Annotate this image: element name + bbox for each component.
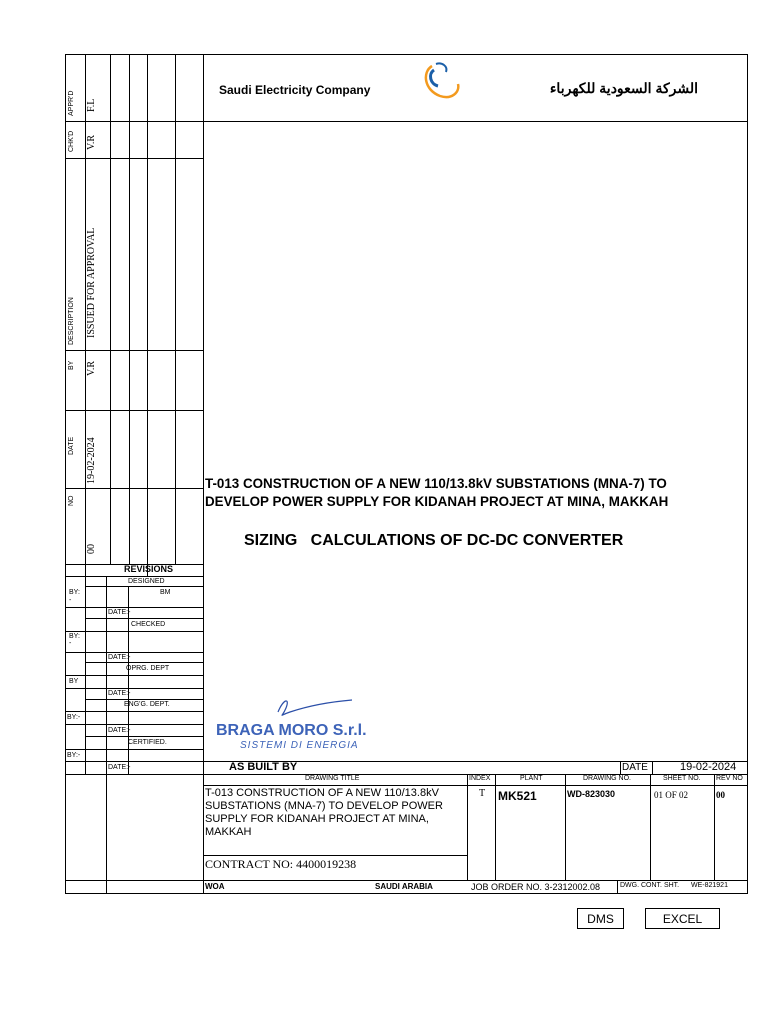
signoff-col: [147, 564, 148, 576]
title-block-line: [65, 774, 748, 775]
title-col: [650, 774, 651, 880]
title-col: [714, 774, 715, 880]
revisions-title: REVISIONS: [124, 564, 174, 574]
designed-by: BM: [160, 589, 171, 596]
oprg-label: OPRG. DEPT: [126, 665, 170, 672]
document-title: SIZING CALCULATIONS OF DC-DC CONVERTER: [244, 532, 624, 549]
drawing-no-value: WD-823030: [567, 789, 616, 799]
company-name-en: Saudi Electricity Company: [219, 83, 371, 97]
date-divider: [652, 761, 653, 774]
rev-row-line: [65, 350, 203, 351]
title-block-line: [203, 855, 467, 856]
header-no: NO: [68, 495, 75, 506]
date-label: DATE:-: [108, 690, 131, 697]
contract-no: CONTRACT NO: 4400019238: [205, 857, 357, 871]
header-by: BY: [68, 360, 75, 370]
title-col: [106, 774, 107, 894]
rev-row-line: [65, 410, 203, 411]
left-panel-border: [203, 54, 204, 894]
country-label: SAUDI ARABIA: [375, 882, 433, 891]
rev-no-value: 00: [716, 790, 725, 800]
signature-icon: [268, 694, 358, 724]
index-value: T: [479, 788, 486, 799]
title-col: [617, 880, 618, 894]
signoff-line: [85, 618, 203, 619]
header-date: DATE: [68, 436, 75, 455]
by-label-3: BY:-: [67, 752, 81, 759]
date-divider: [620, 761, 621, 774]
rev-row-line: [65, 121, 203, 122]
project-line-1: T-013 CONSTRUCTION OF A NEW 110/13.8kV SUBSTATIONS (MNA-7) TO: [205, 476, 667, 491]
checked-label: CHECKED: [131, 621, 166, 628]
date-value: 19-02-2024: [680, 761, 737, 773]
rev-date-value: 19-02-2024: [86, 437, 97, 484]
woa-label: WOA: [205, 882, 225, 891]
company-name-ar: الشركة السعودية للكهرباء: [549, 80, 698, 96]
date-label: DATE:-: [108, 764, 131, 771]
project-line-2: DEVELOP POWER SUPPLY FOR KIDANAH PROJECT AT MINA, MAKKAH: [205, 494, 669, 509]
stamp-company: BRAGA MORO S.r.l.: [216, 722, 367, 739]
title-line-2: SUBSTATIONS (MNA-7) TO DEVELOP POWER: [205, 800, 443, 812]
title-block-line: [65, 880, 748, 881]
date-label-main: DATE: [622, 762, 648, 773]
by-label-2: BY: [69, 678, 79, 685]
sec-logo-icon: [418, 60, 462, 100]
signoff-line: [85, 699, 203, 700]
header-chkd: CHK'D: [68, 130, 75, 152]
title-block-line: [203, 785, 748, 786]
title-col: [467, 774, 468, 880]
header-divider: [203, 121, 748, 122]
rev-appr-value: F.L: [86, 98, 97, 112]
date-label: DATE:-: [108, 727, 131, 734]
sheet-no-value: 01 OF 02: [654, 790, 689, 800]
stamp-subtitle: SISTEMI DI ENERGIA: [240, 740, 359, 751]
h-rev-no: REV NO: [716, 775, 743, 782]
date-label: DATE:-: [108, 654, 131, 661]
title-line-1: T-013 CONSTRUCTION OF A NEW 110/13.8kV: [205, 787, 439, 799]
h-drawing-no: DRAWING NO.: [583, 775, 631, 782]
as-built-label: AS BUILT BY: [229, 761, 298, 773]
h-sheet-no: SHEET NO.: [663, 775, 701, 782]
plant-value: MK521: [498, 789, 537, 803]
dwg-cont-value: WE-821921: [691, 882, 728, 889]
title-line-3: SUPPLY FOR KIDANAH PROJECT AT MINA,: [205, 813, 429, 825]
rev-description-value: ISSUED FOR APPROVAL: [86, 227, 97, 338]
header-description: DESCRIPTION: [68, 297, 75, 345]
signoff-col: [106, 576, 107, 774]
rev-by-value: V.R: [86, 360, 97, 376]
engg-label: ENG'G. DEPT.: [124, 701, 170, 708]
rev-row-line: [65, 488, 203, 489]
by-label: BY:: [69, 633, 80, 640]
excel-button[interactable]: EXCEL: [645, 908, 720, 929]
dms-button[interactable]: DMS: [577, 908, 624, 929]
h-drawing-title: DRAWING TITLE: [305, 775, 360, 782]
title-line-4: MAKKAH: [205, 826, 252, 838]
dwg-cont-label: DWG. CONT. SHT.: [620, 882, 680, 889]
signoff-line: [85, 586, 203, 587]
signoff-col: [128, 586, 129, 774]
by-label-3: BY:-: [67, 714, 81, 721]
designed-label: DESIGNED: [128, 578, 165, 585]
h-index: INDEX: [469, 775, 491, 782]
header-appr: APPR'D: [68, 90, 75, 116]
signoff-line: [85, 662, 203, 663]
rev-no-value: 00: [86, 544, 97, 554]
by-dash: -: [69, 640, 72, 647]
signoff-col: [85, 564, 86, 774]
rev-chkd-value: V.R: [86, 134, 97, 150]
h-plant: PLANT: [520, 775, 543, 782]
date-label: DATE:-: [108, 609, 131, 616]
certified-label: CERTIFIED.: [128, 739, 167, 746]
title-col: [565, 774, 566, 880]
title-col: [495, 774, 496, 880]
by-label: BY:: [69, 589, 80, 596]
by-dash: -: [69, 597, 72, 604]
rev-row-line: [65, 158, 203, 159]
job-order: JOB ORDER NO. 3-2312002.08: [471, 882, 601, 892]
signoff-line: [85, 736, 203, 737]
